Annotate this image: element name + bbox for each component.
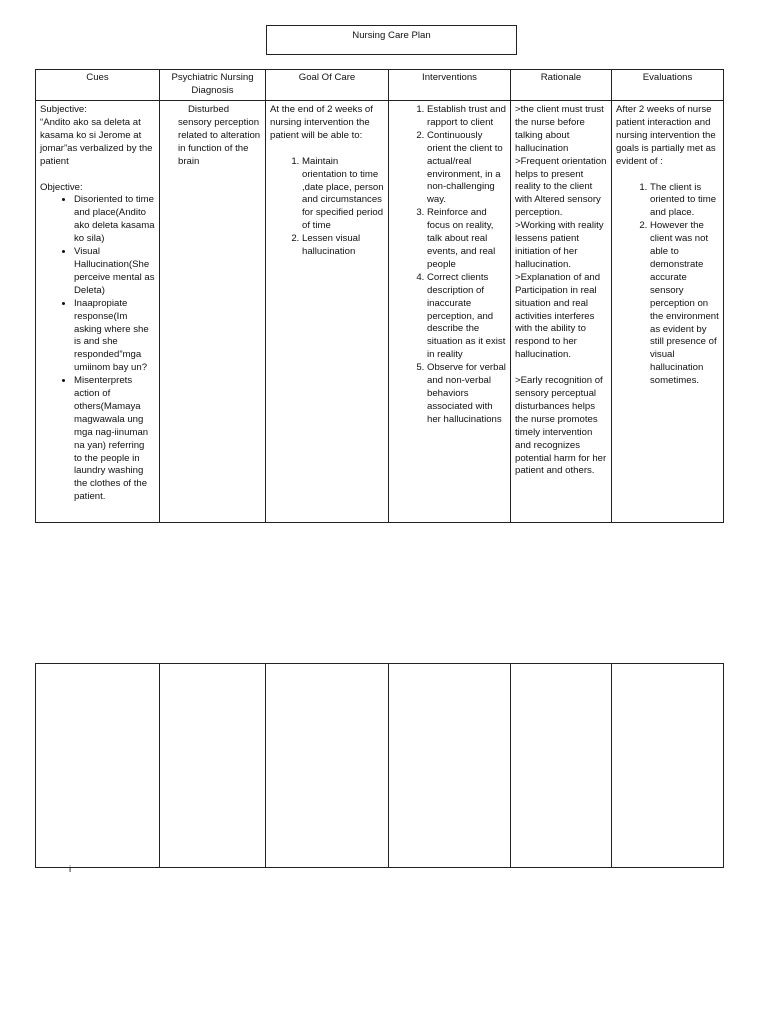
rationale-item: >Frequent orientation helps to present reality to the client with Altered sensory perception. — [515, 155, 607, 219]
list-item: 2. However the client was not able to demonstrate accurate sensory perception on the environment as evident by still presence of visual hallucination sometimes. — [650, 220, 719, 388]
content-row — [36, 101, 724, 523]
empty-cell — [511, 664, 612, 868]
evaluation-cell — [612, 101, 724, 523]
footer-mark: i — [69, 864, 72, 875]
header-cues: Cues — [36, 70, 160, 101]
rationale-item: >Working with reality lessens patient initiation of her hallucination. — [515, 220, 604, 270]
objective-label: Objective: — [40, 181, 83, 193]
empty-cell — [160, 664, 266, 868]
subjective-label: Subjective: — [40, 104, 87, 115]
list-item: 1. Establish trust and rapport to client — [427, 104, 506, 130]
interventions-list — [393, 104, 506, 427]
list-item: • Visual Hallucination(She perceive mental as Deleta) — [74, 246, 155, 298]
subjective-text: “Andito ako sa deleta at kasama ko si Jerome at jomar”as verbalized by the patient — [40, 116, 153, 167]
header-rationale: Rationale — [511, 70, 612, 101]
empty-cell — [266, 664, 389, 868]
empty-table — [35, 663, 724, 868]
cues-cell — [36, 101, 160, 523]
header-row — [36, 70, 724, 101]
rationale-item: >Early recognition of sensory perceptual disturbances helps the nurse promotes timely intervention and recognizes potential harm for her patient and others. — [515, 375, 607, 477]
header-goal: Goal Of Care — [266, 70, 389, 101]
header-interventions: Interventions — [389, 70, 511, 101]
diagnosis-text: Disturbed sensory perception related to alteration in function of the brain — [178, 104, 261, 167]
empty-cell — [36, 664, 160, 868]
care-plan-table — [35, 69, 724, 523]
list-item: 1. Maintain orientation to time ,date place, person and circumstances for specified period of time — [302, 156, 384, 233]
list-item: • Misenterprets action of others(Mamaya magwawala ung mga nag-iinuman na yan) referring to the people in laundry washing the clothes of the patient. — [74, 375, 155, 504]
list-item: 5. Observe for verbal and non-verbal behaviors associated with her hallucinations — [427, 362, 506, 427]
rationale-item: >the client must trust the nurse before talking about hallucination — [515, 104, 604, 154]
list-item: 1. The client is oriented to time and place. — [650, 182, 719, 221]
diagnosis-cell — [160, 101, 266, 523]
interventions-cell — [389, 101, 511, 523]
evaluation-list — [616, 182, 719, 389]
goal-cell — [266, 101, 389, 523]
list-item: • Inaapropiate response(Im asking where she is and she responded”mga umiinom bay un? — [74, 298, 155, 375]
list-item: 2. Lessen visual hallucination — [302, 233, 384, 259]
empty-cell — [389, 664, 511, 868]
goal-intro: At the end of 2 weeks of nursing intervention the patient will be able to: — [270, 104, 373, 141]
empty-row — [36, 664, 724, 868]
document-title: Nursing Care Plan — [266, 25, 517, 55]
objective-list — [40, 194, 155, 504]
list-item: • Disoriented to time and place(Andito ako deleta kasama ko sila) — [74, 194, 155, 246]
list-item: 3. Reinforce and focus on reality, talk about real events, and real people — [427, 207, 506, 272]
header-evaluations: Evaluations — [612, 70, 724, 101]
list-item: 2. Continuously orient the client to actual/real environment, in a non-challenging way. — [427, 130, 506, 207]
header-diagnosis: Psychiatric Nursing Diagnosis — [160, 70, 266, 101]
list-item: 4. Correct clients description of inaccurate perception, and describe the situation as it exist in reality — [427, 272, 506, 362]
goal-list — [270, 156, 384, 259]
evaluation-intro: After 2 weeks of nurse patient interaction and nursing intervention the goals is partially met as evident of : — [616, 104, 716, 167]
rationale-item: >Explanation of and Participation in real situation and real activities interferes with the ability to respond to her hallucination. — [515, 271, 601, 361]
empty-cell — [612, 664, 724, 868]
rationale-cell — [511, 101, 612, 523]
